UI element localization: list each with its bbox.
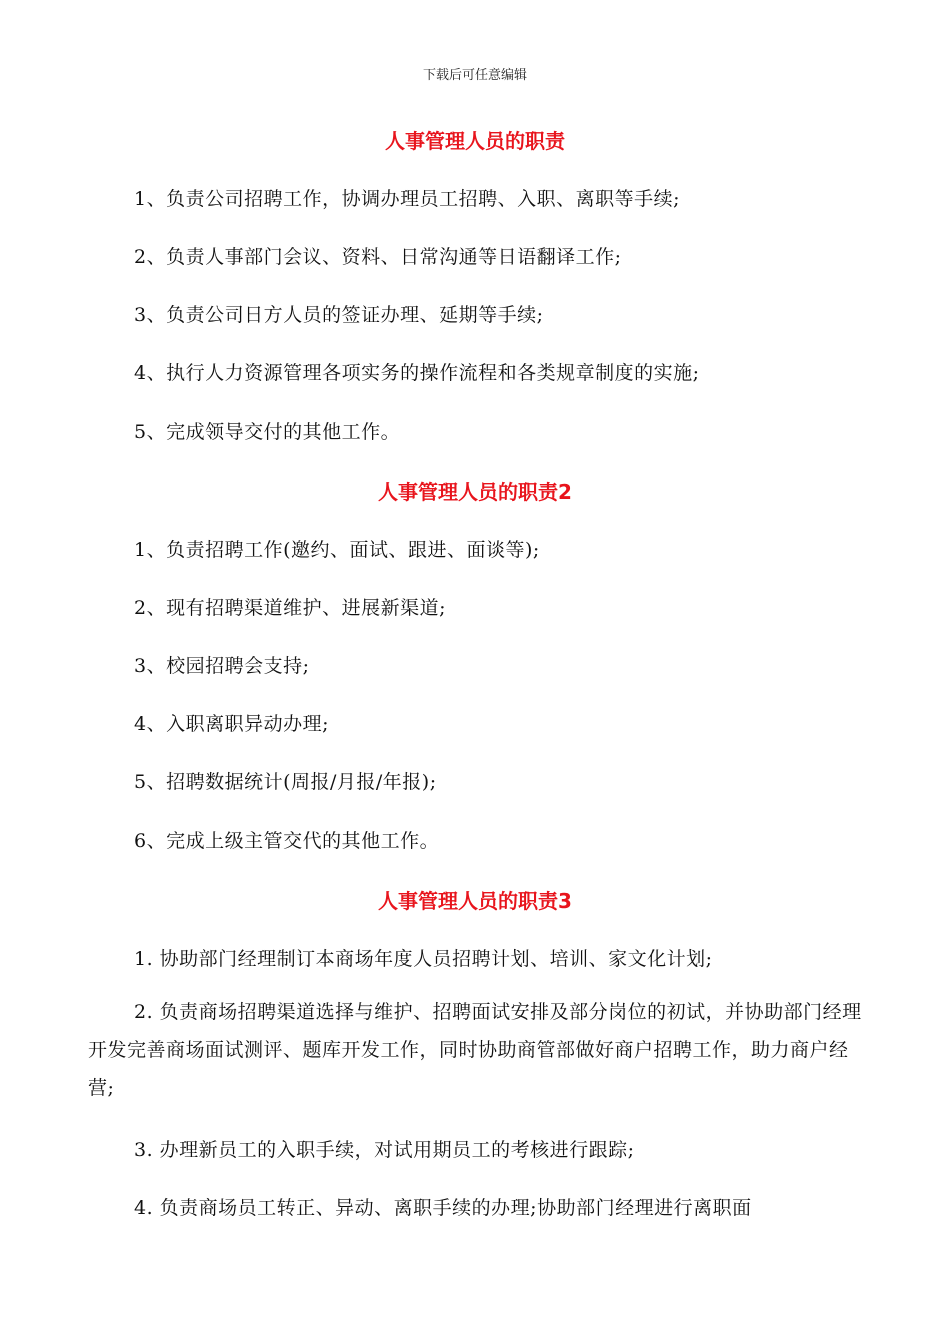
list-item: 4. 负责商场员工转正、异动、离职手续的办理;协助部门经理进行离职面 <box>134 1197 752 1219</box>
section-title-2: 人事管理人员的职责2 <box>378 480 572 504</box>
list-item: 4、入职离职异动办理; <box>134 713 329 735</box>
list-item: 5、招聘数据统计(周报/月报/年报); <box>134 771 437 793</box>
section-title-3: 人事管理人员的职责3 <box>378 889 572 913</box>
list-item: 3、负责公司日方人员的签证办理、延期等手续; <box>134 304 544 326</box>
list-item: 1、负责公司招聘工作，协调办理员工招聘、入职、离职等手续; <box>134 188 680 210</box>
paragraph-item: 2. 负责商场招聘渠道选择与维护、招聘面试安排及部分岗位的初试，并协助部门经理开发完善商场面试测评、题库开发工作，同时协助商管部做好商户招聘工作，助力商户经营; <box>88 1001 862 1099</box>
list-item: 1. 协助部门经理制订本商场年度人员招聘计划、培训、家文化计划; <box>134 948 713 970</box>
list-item: 4、执行人力资源管理各项实务的操作流程和各类规章制度的实施; <box>134 362 700 384</box>
list-item: 5、完成领导交付的其他工作。 <box>134 421 401 443</box>
list-item: 6、完成上级主管交代的其他工作。 <box>134 830 440 852</box>
list-item: 2、负责人事部门会议、资料、日常沟通等日语翻译工作; <box>134 246 622 268</box>
section-title-1: 人事管理人员的职责 <box>385 129 565 153</box>
list-item: 3、校园招聘会支持; <box>134 655 310 677</box>
list-item: 3. 办理新员工的入职手续，对试用期员工的考核进行跟踪; <box>134 1139 635 1161</box>
list-item: 2、现有招聘渠道维护、进展新渠道; <box>134 597 446 619</box>
list-item: 1、负责招聘工作(邀约、面试、跟进、面谈等); <box>134 539 540 561</box>
page-header: 下载后可任意编辑 <box>422 68 527 83</box>
